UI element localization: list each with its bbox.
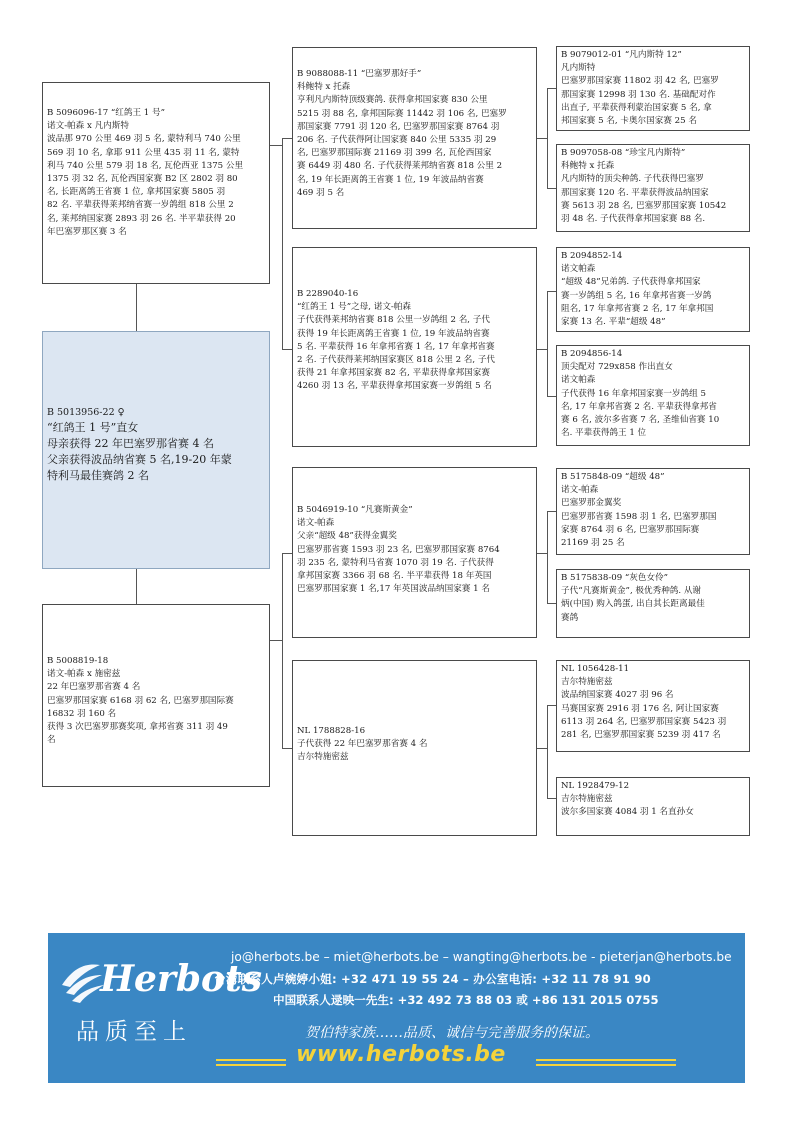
left-decoration-lines (216, 1058, 286, 1068)
connector-line (282, 138, 283, 349)
card-line: 子代“凡赛斯黄金”, 极优秀种鸽. 从谢 (561, 586, 702, 597)
card-line: 获得 21 年拿邦国家赛 82 名, 平辈获得拿邦国家赛 (297, 368, 490, 379)
dam-dam-dam-card (556, 777, 750, 836)
card-line: 赛 6 名, 波尔多省赛 7 名, 圣维仙省赛 10 (561, 415, 720, 426)
card-line: 吉尔特施密兹 (561, 677, 613, 688)
connector-line (547, 88, 548, 188)
card-line: B 5175848-09 “超级 48” (561, 472, 665, 482)
connector-line (537, 748, 547, 749)
connector-line (282, 553, 292, 554)
sire-sire-card (292, 47, 537, 229)
card-line: B 9079012-01 “凡内斯特 12” (561, 50, 682, 60)
card-line: 利马 740 公里 579 羽 18 名, 瓦伦西亚 1375 公里 (47, 160, 244, 171)
card-line: NL 1056428-11 (561, 664, 630, 674)
herbots-logo (56, 945, 262, 1015)
card-line: 那国家赛 7791 羽 120 名, 巴塞罗那国家赛 8764 羽 (297, 121, 500, 132)
sire-card (42, 82, 270, 284)
card-line: 5215 羽 88 名, 拿邦国际赛 11442 羽 106 名, 巴塞罗 (297, 108, 507, 119)
connector-line (282, 349, 292, 350)
card-line: 诺文-帕森 (297, 518, 335, 529)
card-line: 4260 羽 13 名, 平辈获得拿邦国家赛一岁鸽组 5 名 (297, 381, 492, 392)
card-line: NL 1788828-16 (297, 726, 366, 736)
family-slogan: 贺伯特家族……品质、诚信与完善服务的保证。 (305, 1025, 599, 1041)
sire-sire-dam-card (556, 144, 750, 232)
card-line: 年巴塞罗那区赛 3 名 (47, 226, 127, 237)
card-line: B 9097058-08 “珍宝凡内斯特” (561, 148, 686, 158)
connector-line (136, 284, 137, 331)
card-line: 子代获得莱邦纳省赛 818 公里一岁鸽组 2 名, 子代 (297, 315, 490, 326)
card-line: 波尔多国家赛 4084 羽 1 名直孙女 (561, 807, 694, 818)
card-line: B 5175838-09 “灰色女伶” (561, 573, 669, 583)
website-link[interactable]: www.herbots.be (296, 1042, 506, 1067)
card-line: 特利马最佳赛鸽 2 名 (47, 469, 149, 482)
card-line: 巴塞罗那省赛 1593 羽 23 名, 巴塞罗那国家赛 8764 (297, 544, 500, 555)
card-line: 羽 235 名, 蒙特利马省赛 1070 羽 19 名. 子代获得 (297, 557, 494, 568)
connector-line (547, 396, 556, 397)
dam-sire-sire-card (556, 468, 750, 555)
connector-line (136, 569, 137, 604)
connector-line (537, 138, 547, 139)
subject-pigeon-card (42, 331, 270, 569)
card-line: 赛 5613 羽 28 名, 巴塞罗那国家赛 10542 (561, 200, 727, 211)
connector-line (270, 145, 282, 146)
card-line: 波品那 970 公里 469 羽 5 名, 蒙特利马 740 公里 (47, 134, 241, 145)
card-line: 赛 6449 羽 480 名. 子代获得莱邦纳省赛 818 公里 2 (297, 161, 503, 172)
card-line: 诺文帕森 (561, 375, 596, 386)
card-line: 子代获得 22 年巴塞罗那省赛 4 名 (297, 739, 428, 750)
logo-text: Herbots (100, 958, 262, 1000)
card-line: 那国家赛 12998 羽 130 名. 基础配对作 (561, 89, 716, 100)
sire-dam-sire-card (556, 247, 750, 332)
dam-dam-card (292, 660, 537, 836)
card-line: 巴塞罗那国家赛 11802 羽 42 名, 巴塞罗 (561, 76, 719, 87)
dam-card (42, 604, 270, 787)
card-line: B 2094852-14 (561, 251, 623, 261)
card-line: 名, 巴塞罗那国际赛 21169 羽 399 名, 瓦伦西国家 (297, 148, 492, 159)
card-line: 那国家赛 120 名. 平辈获得波品纳国家 (561, 187, 709, 198)
card-line: 22 年巴塞罗那省赛 4 名 (47, 682, 141, 693)
connector-line (282, 748, 292, 749)
card-line: 21169 羽 25 名 (561, 538, 625, 549)
card-line: 家赛 8764 羽 6 名, 巴塞罗那国际赛 (561, 524, 700, 535)
connector-line (547, 511, 556, 512)
card-line: 281 名, 巴塞罗那国家赛 5239 羽 417 名 (561, 730, 721, 741)
card-line: 吉尔特施密兹 (561, 794, 613, 805)
card-line: 82 名. 平辈获得莱邦纳省赛一岁鸽组 818 公里 2 (47, 200, 234, 211)
card-line: 巴塞罗那省赛 1598 羽 1 名, 巴塞罗那国 (561, 511, 717, 522)
card-line: 巴塞罗那国家赛 6168 羽 62 名, 巴塞罗那国际赛 (47, 695, 234, 706)
connector-line (547, 603, 556, 604)
right-decoration-lines (536, 1058, 676, 1068)
card-line: B 9088088-11 “巴塞罗那好手” (297, 69, 422, 79)
card-line: 诺文帕森 (561, 264, 596, 275)
card-line: 16832 羽 160 名 (47, 708, 117, 719)
card-line: 6113 羽 264 名, 巴塞罗那国家赛 5423 羽 (561, 716, 727, 727)
connector-line (270, 640, 282, 641)
card-line: 名 (47, 735, 56, 746)
card-line: 邦国家赛 5 名, 卡奥尔国家赛 25 名 (561, 116, 697, 127)
sire-dam-card (292, 247, 537, 447)
card-line: 波品纳国家赛 4027 羽 96 名 (561, 690, 674, 701)
card-line: 马赛国家赛 2916 羽 176 名, 阿让国家赛 (561, 703, 719, 714)
connector-line (282, 138, 292, 139)
card-line: 获得 3 次巴塞罗那赛奖项, 拿邦省赛 311 羽 49 (47, 722, 228, 733)
card-line: 名. 平辈获得鸽王 1 位 (561, 428, 647, 439)
card-line: B 5046919-10 “凡赛斯黄金” (297, 505, 413, 515)
contact-emails: jo@herbots.be – miet@herbots.be – wangting@herbots.be - pieterjan@herbots.be (231, 950, 732, 964)
card-line: 名, 莱邦纳国家赛 2893 羽 26 名. 半平辈获得 20 (47, 213, 236, 224)
card-line: 2 名. 子代获得莱邦纳国家赛区 818 公里 2 名, 子代 (297, 355, 496, 366)
dam-dam-sire-card (556, 660, 750, 752)
connector-line (547, 88, 556, 89)
connector-line (537, 553, 547, 554)
card-line: B 5008819-18 (47, 656, 109, 666)
connector-line (547, 705, 556, 706)
card-line: 阻名, 17 年拿邦省赛 2 名, 17 年拿邦国 (561, 303, 714, 314)
card-line: 获得 19 年长距离鸽王省赛 1 位, 19 年波品纳省赛 (297, 328, 490, 339)
card-line: 5 名. 平辈获得 16 年拿邦省赛 1 名, 17 年拿邦省赛 (297, 341, 495, 352)
dam-sire-dam-card (556, 569, 750, 638)
card-line: B 5013956-22 ♀ (47, 407, 125, 418)
connector-line (547, 705, 548, 798)
card-line: 顶尖配对 729x858 作出直女 (561, 362, 673, 373)
card-line: 亨利凡内斯特顶级赛鸽. 获得拿邦国家赛 830 公里 (297, 95, 488, 106)
card-line: 206 名. 子代获得阿让国家赛 840 公里 5335 羽 29 (297, 135, 497, 146)
card-line: B 2094856-14 (561, 349, 623, 359)
card-line: 吉尔特施密兹 (297, 752, 349, 763)
sire-sire-sire-card (556, 46, 750, 131)
card-line: 凡内斯特 (561, 63, 596, 74)
card-line: “超级 48”兄弟鸽. 子代获得拿邦国家 (561, 277, 701, 288)
card-line: 炳(中国) 购入鸽蛋, 出自其长距离最佳 (561, 599, 705, 610)
card-line: “红鸽王 1 号”之母, 诺文-帕森 (297, 302, 412, 313)
card-line: 名, 19 年长距离鸽王省赛 1 位, 19 年波品纳省赛 (297, 174, 484, 185)
card-line: 名, 17 年拿邦省赛 2 名. 平辈获得拿邦省 (561, 401, 717, 412)
card-line: 名, 长距离鸽王省赛 1 位, 拿邦国家赛 5805 羽 (47, 187, 226, 198)
card-line: 赛鸽 (561, 612, 579, 623)
connector-line (547, 188, 556, 189)
card-line: 羽 48 名. 子代获得拿邦国家赛 88 名. (561, 214, 706, 225)
card-line: 父亲“超级 48”获得金翼奖 (297, 531, 397, 542)
card-line: 赛一岁鸽组 5 名, 16 年拿邦省赛一岁鸽 (561, 290, 712, 301)
card-line: B 5096096-17 “红鸽王 1 号” (47, 108, 165, 118)
card-line: 出直子, 平辈获得利蒙治国家赛 5 名, 拿 (561, 102, 712, 113)
card-line: 家赛 13 名. 平辈“超级 48” (561, 317, 666, 328)
card-line: 拿邦国家赛 3366 羽 68 名. 半平辈获得 18 年英国 (297, 571, 492, 582)
card-line: 科鲍特 x 托森 (297, 82, 351, 93)
card-line: NL 1928479-12 (561, 781, 630, 791)
footer-banner (48, 933, 745, 1083)
card-line: 诺文-帕森 x 施密兹 (47, 669, 121, 680)
card-line: 469 羽 5 名 (297, 187, 345, 198)
connector-line (537, 349, 547, 350)
connector-line (547, 511, 548, 603)
connector-line (547, 798, 556, 799)
card-line: 诺文-帕森 (561, 485, 599, 496)
card-line: 诺文-帕森 x 凡内斯特 (47, 121, 129, 132)
card-line: 巴塞罗那国家赛 1 名,17 年英国波品纳国家赛 1 名 (297, 584, 490, 595)
card-line: B 2289040-16 (297, 289, 359, 299)
card-line: 父亲获得波品纳省赛 5 名,19-20 年蒙 (47, 453, 232, 466)
card-line: 1375 羽 32 名, 瓦伦西国家赛 B2 区 2802 羽 80 (47, 174, 238, 185)
contact-china: 中国联系人逯映一先生: +32 492 73 88 03 或 +86 131 2015 0755 (273, 993, 659, 1007)
card-line: 巴塞罗那金翼奖 (561, 498, 622, 509)
sire-dam-dam-card (556, 345, 750, 446)
card-line: “红鸽王 1 号”直女 (47, 421, 139, 434)
card-line: 子代获得 16 年拿邦国家赛一岁鸽组 5 (561, 388, 706, 399)
dam-sire-card (292, 467, 537, 638)
contact-taiwan: 台湾联系人卢婉婷小姐: +32 471 19 55 24 – 办公室电话: +32 11 78 91 90 (214, 972, 651, 986)
card-line: 569 羽 10 名, 拿耶 911 公里 435 羽 11 名, 蒙特 (47, 147, 240, 158)
card-line: 母亲获得 22 年巴塞罗那省赛 4 名 (47, 437, 214, 450)
card-line: 科鲍特 x 托森 (561, 161, 615, 172)
card-line: 凡内斯特的顶尖种鸽. 子代获得巴塞罗 (561, 174, 704, 185)
connector-line (282, 553, 283, 748)
connector-line (547, 291, 556, 292)
quality-slogan: 品质至上 (76, 1019, 192, 1045)
connector-line (547, 291, 548, 396)
